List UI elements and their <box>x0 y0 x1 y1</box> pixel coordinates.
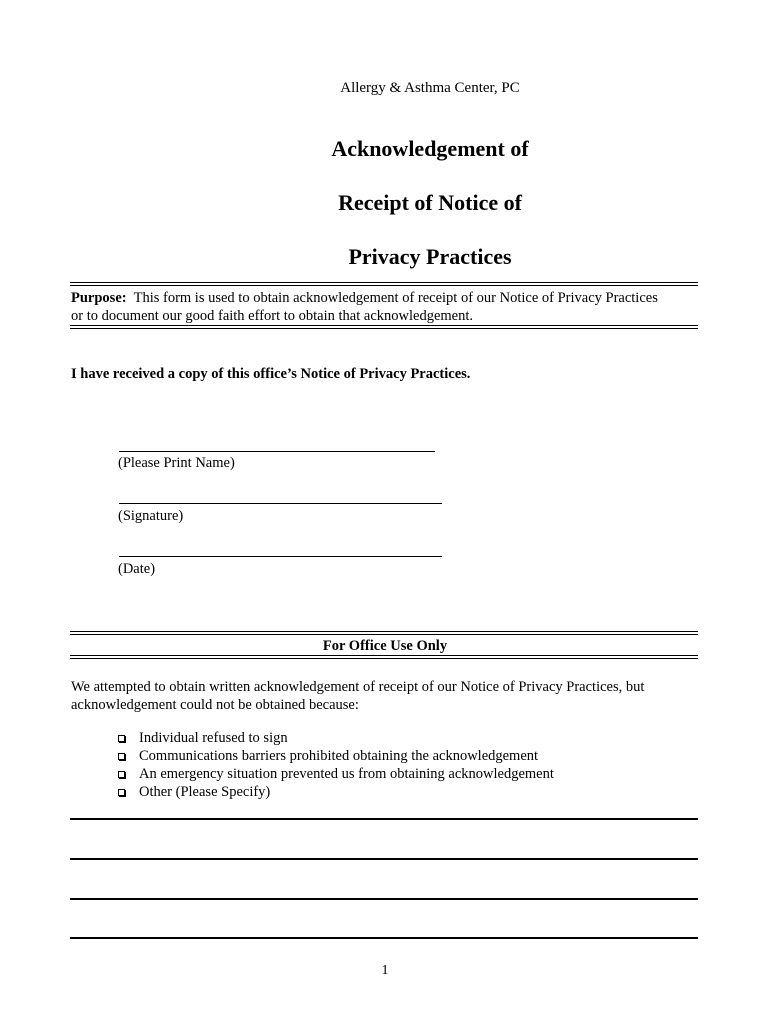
checkbox-icon[interactable] <box>118 789 125 796</box>
office-use-top-divider <box>70 631 698 635</box>
purpose-text-2: or to document our good faith effort to obtain that acknowledgement. <box>71 308 473 324</box>
checkbox-icon[interactable] <box>118 735 125 742</box>
specify-line-2[interactable] <box>70 858 698 860</box>
organization-name: Allergy & Asthma Center, PC <box>340 80 520 96</box>
specify-line-1[interactable] <box>70 818 698 820</box>
signature-line[interactable] <box>119 503 442 504</box>
page-number: 1 <box>381 963 389 978</box>
attempt-statement <box>71 678 711 714</box>
checkbox-icon[interactable] <box>118 753 125 760</box>
purpose-top-divider <box>70 282 698 286</box>
print-name-line[interactable] <box>119 451 435 452</box>
form-title-line-2: Receipt of Notice of <box>338 190 522 215</box>
reason-label: Other (Please Specify) <box>139 784 271 800</box>
purpose-line-1 <box>71 289 701 307</box>
form-title-line-3: Privacy Practices <box>348 244 512 269</box>
print-name-label: (Please Print Name) <box>118 455 235 471</box>
reason-item <box>118 783 554 801</box>
signature-label: (Signature) <box>118 508 184 524</box>
reason-label: Communications barriers prohibited obtaining the acknowledgement <box>139 748 539 764</box>
reason-item <box>118 765 554 783</box>
reason-label: Individual refused to sign <box>139 730 288 746</box>
attempt-line-2: acknowledgement could not be obtained because: <box>71 697 359 713</box>
specify-line-4[interactable] <box>70 937 698 939</box>
office-use-bottom-divider <box>70 655 698 659</box>
office-use-heading: For Office Use Only <box>322 638 448 654</box>
date-line[interactable] <box>119 556 442 557</box>
date-label: (Date) <box>118 561 156 577</box>
specify-line-3[interactable] <box>70 898 698 900</box>
purpose-label: Purpose: <box>71 290 127 306</box>
purpose-text-1: This form is used to obtain acknowledgement of receipt of our Notice of Privacy Practices <box>133 290 658 306</box>
checkbox-icon[interactable] <box>118 771 125 778</box>
form-title-line-1: Acknowledgement of <box>331 136 529 161</box>
acknowledgement-statement: I have received a copy of this office’s Notice of Privacy Practices. <box>71 366 471 382</box>
reason-checklist <box>118 729 554 801</box>
reason-item <box>118 747 554 765</box>
purpose-section <box>71 289 701 325</box>
reason-label: An emergency situation prevented us from obtaining acknowledgement <box>139 766 554 782</box>
reason-item <box>118 729 554 747</box>
attempt-line-1: We attempted to obtain written acknowledgement of receipt of our Notice of Privacy Practices, but <box>71 679 645 695</box>
purpose-bottom-divider <box>70 325 698 329</box>
